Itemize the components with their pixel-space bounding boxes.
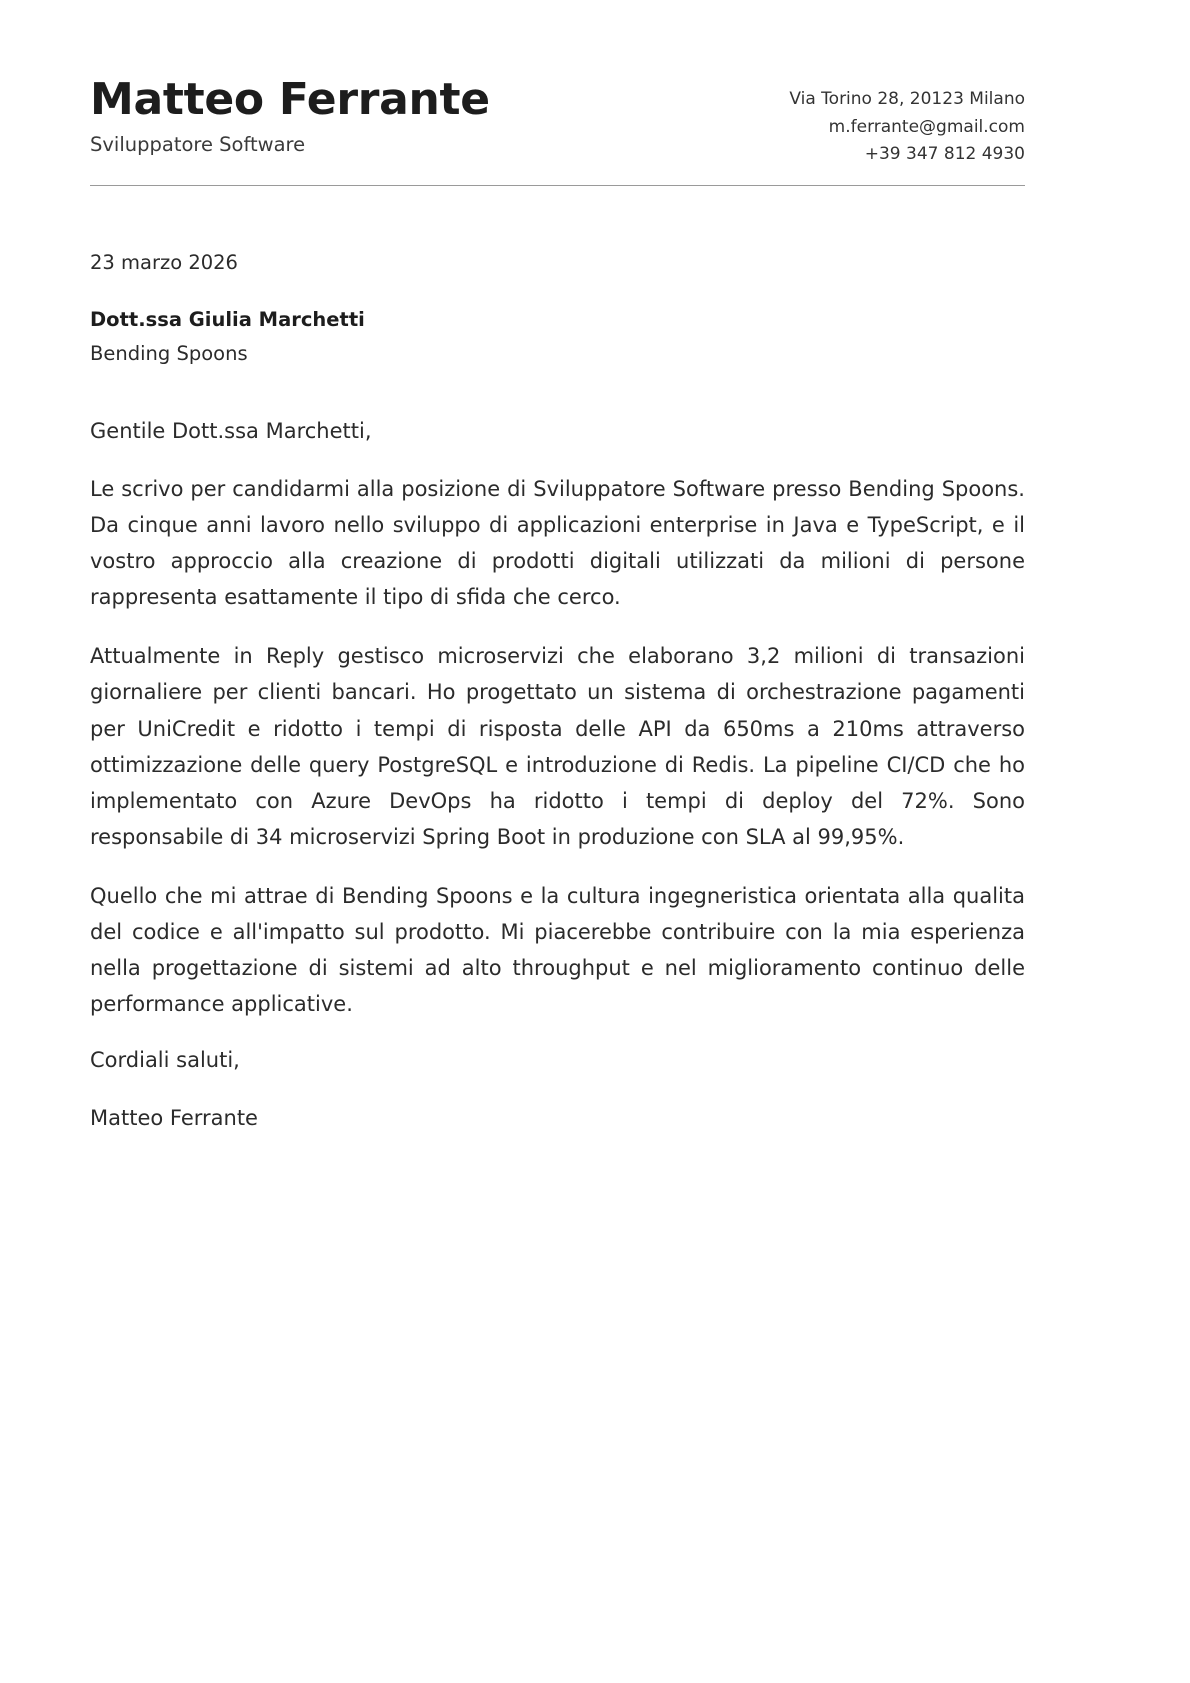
contact-block [789,72,1025,169]
salutation: Gentile Dott.ssa Marchetti, [90,419,372,444]
closing-line: Cordiali saluti, [90,1048,240,1073]
identity-block [90,72,490,156]
letter-meta [90,250,1025,369]
header-divider [90,185,1025,186]
recipient-company: Bending Spoons [90,342,248,366]
contact-phone: +39 347 812 4930 [864,144,1025,165]
body-paragraph-1: Le scrivo per candidarmi alla posizione di Sviluppatore Software presso Bending Spoons. Da cinque anni lavoro nello sviluppo di applicazioni enterprise in Java e TypeScript, e il vostro approccio alla creazione di prodotti digitali utilizzati da milioni di persone rappresenta esattamente il tipo di sfida che cerco. [90,476,1025,610]
letter-body [90,416,1025,1134]
signature-name: Matteo Ferrante [90,1105,258,1130]
applicant-name: Matteo Ferrante [90,74,490,125]
letterhead [90,72,1025,185]
recipient-name: Dott.ssa Giulia Marchetti [90,307,365,331]
body-paragraph-3: Quello che mi attrae di Bending Spoons e la cultura ingegneristica orientata alla qualita del codice e all'impatto sul prodotto. Mi piacerebbe contribuire con la mia esperienza nella progettazione di sistemi ad alto throughput e nel miglioramento continuo delle performance applicative. [90,884,1025,1017]
contact-address: Via Torino 28, 20123 Milano [789,89,1025,109]
recipient-block [90,306,1025,369]
applicant-role: Sviluppatore Software [90,132,306,156]
contact-email: m.ferrante@gmail.com [828,116,1025,137]
letter-date: 23 marzo 2026 [90,250,238,274]
body-paragraph-2: Attualmente in Reply gestisco microservizi che elaborano 3,2 milioni di transazioni giornaliere per clienti bancari. Ho progettato un sistema di orchestrazione pagamenti per UniCredit e ridotto i tempi di risposta delle API da 650ms a 210ms attraverso ottimizzazione delle query PostgreSQL e introduzione di Redis. La pipeline CI/CD che ho implementato con Azure DevOps ha ridotto i tempi di deploy del 72%. Sono responsabile di 34 microservizi Spring Boot in produzione con SLA al 99,95%. [90,644,1025,849]
